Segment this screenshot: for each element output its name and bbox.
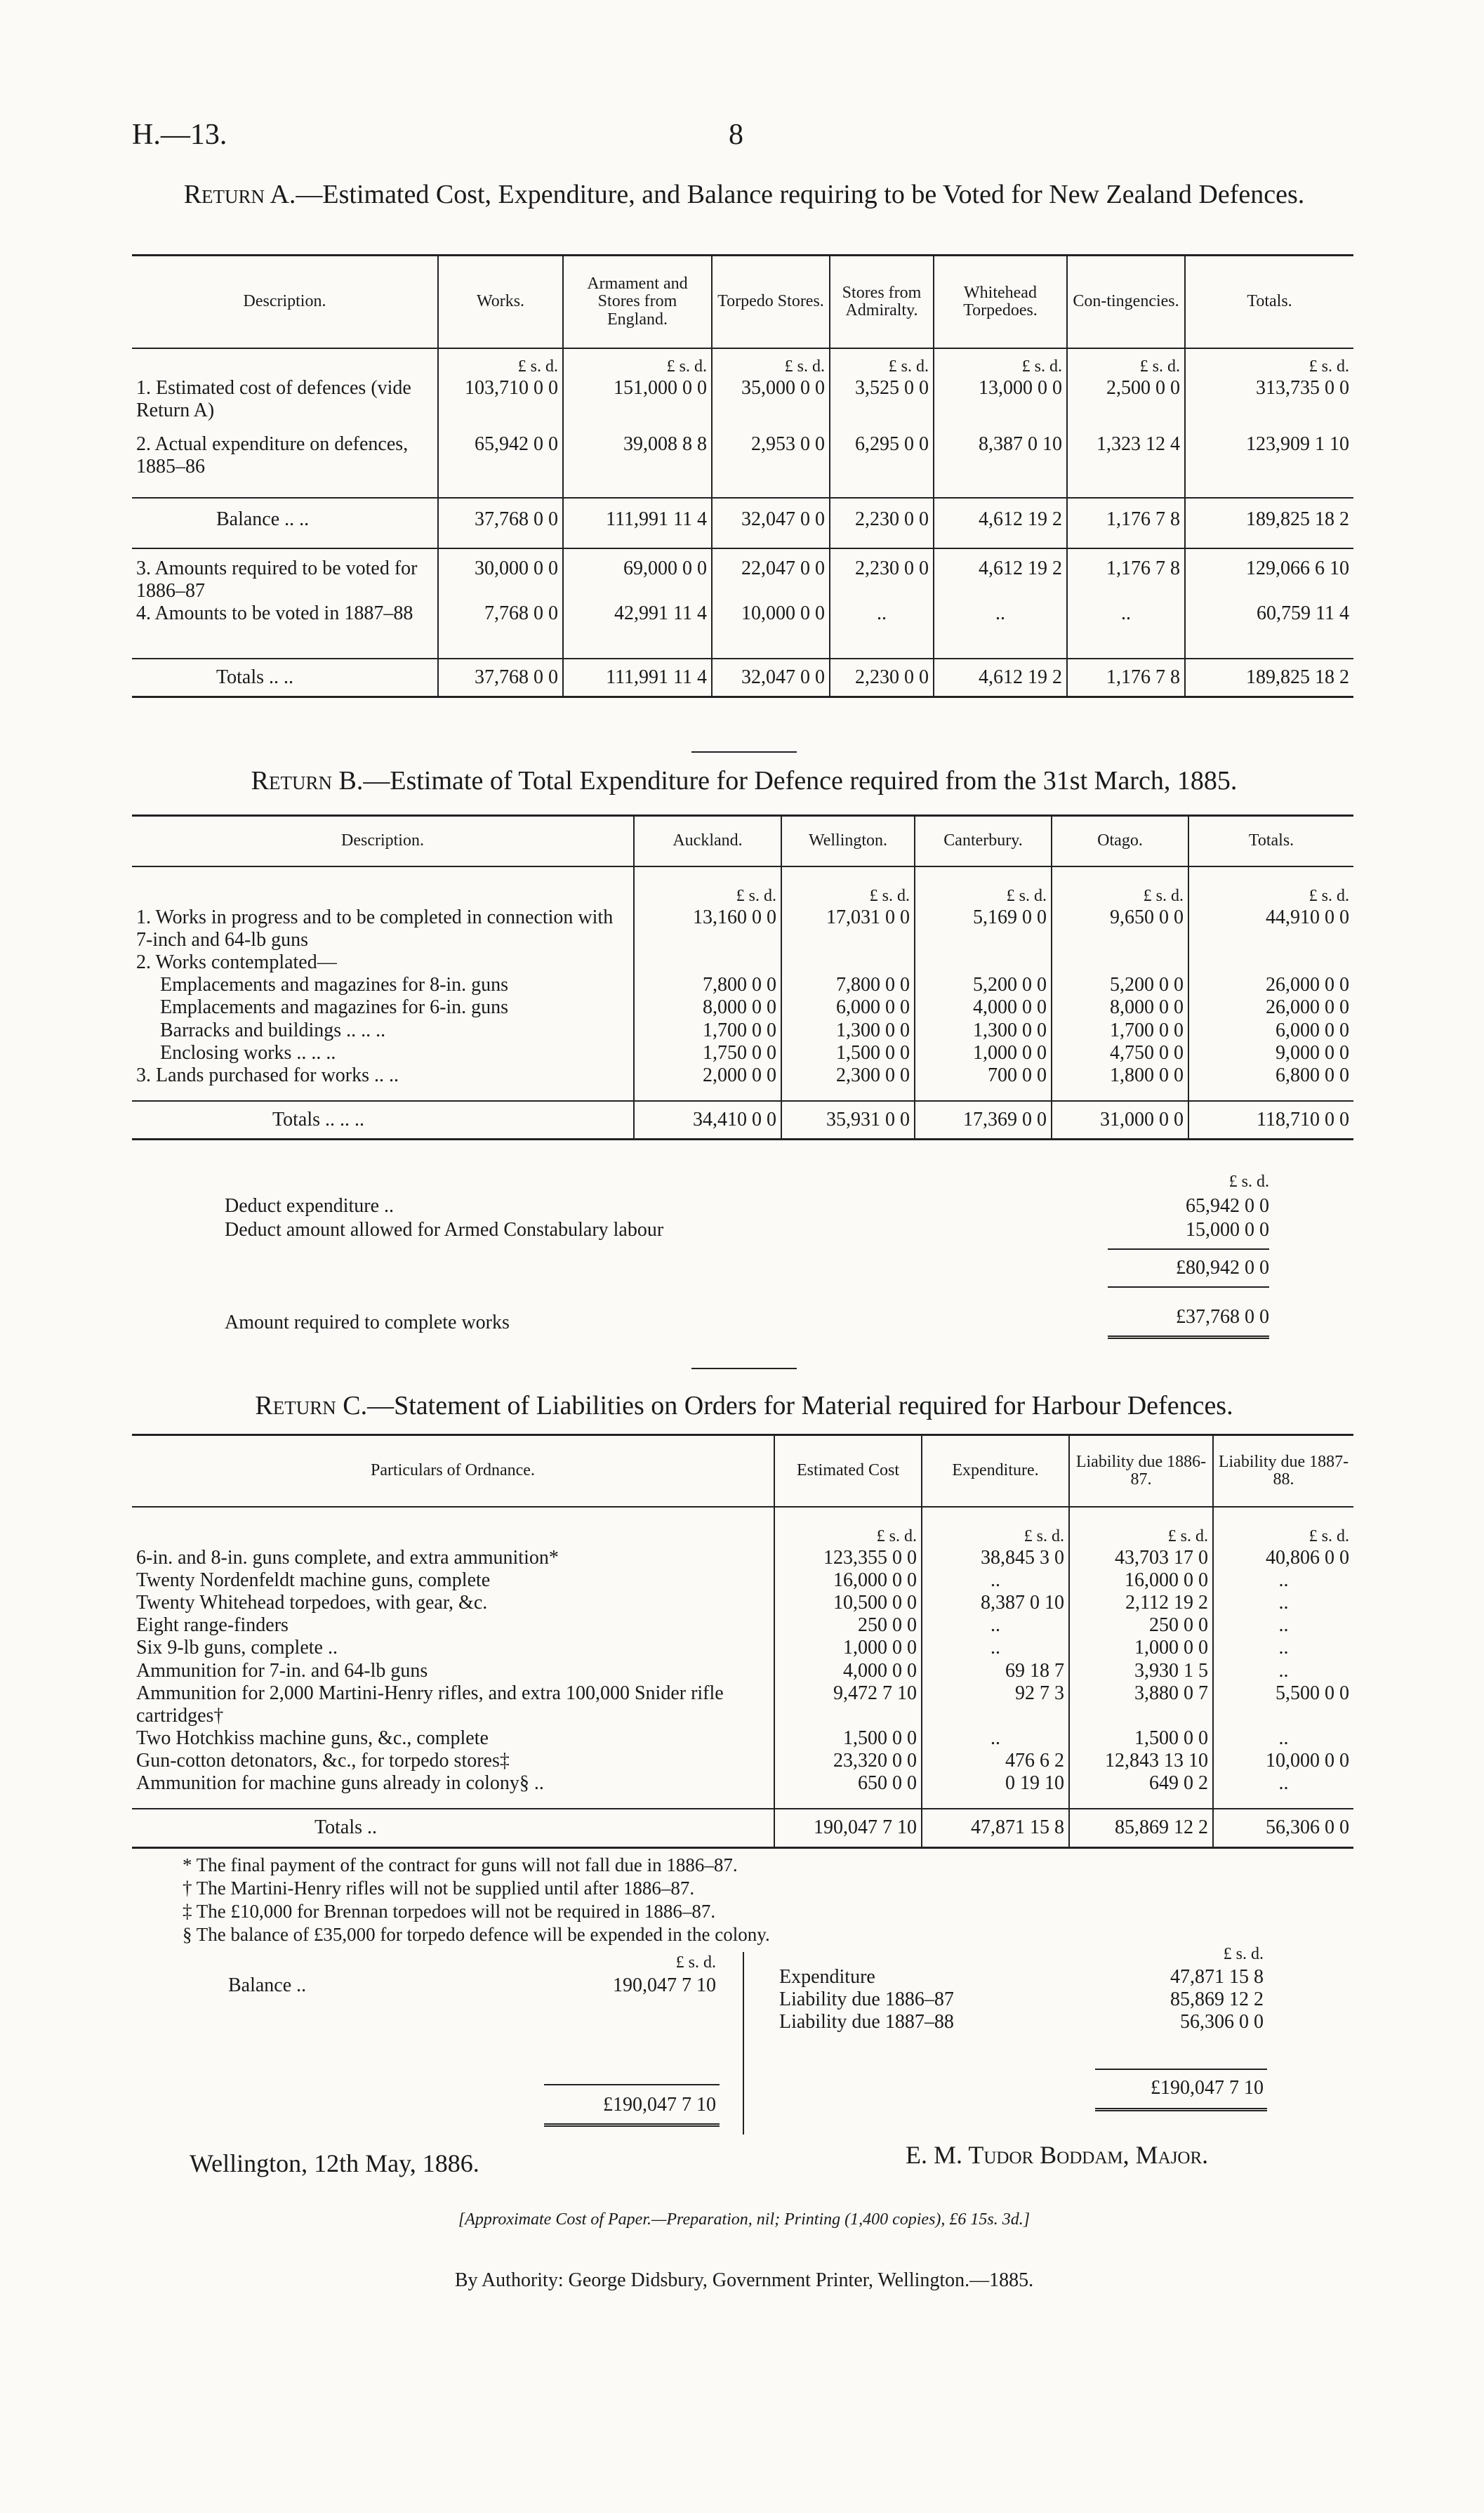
units: £ s. d. [1188, 866, 1353, 906]
cell: .. [922, 1637, 1069, 1659]
units-row [132, 348, 1353, 377]
cell: 56,306 0 0 [1213, 1809, 1353, 1847]
cell: 1,500 0 0 [781, 1042, 915, 1064]
cell: 111,991 11 4 [563, 659, 712, 697]
cell: 103,710 0 0 [438, 377, 563, 433]
balance-total-left: £190,047 7 10 [603, 2094, 716, 2116]
cell: 129,066 6 10 [1185, 548, 1353, 602]
return-b-header-row [132, 816, 1353, 867]
cell: 85,869 12 2 [1069, 1809, 1213, 1847]
cell: 189,825 18 2 [1185, 498, 1353, 548]
deduct-expenditure-value: 65,942 0 0 [1186, 1195, 1269, 1217]
units: £ s. d. [830, 348, 934, 377]
cell: 1,300 0 0 [781, 1020, 915, 1042]
return-a-label: Return [183, 180, 265, 209]
units: £ s. d. [934, 348, 1067, 377]
table-row [132, 1042, 1353, 1064]
cell: 9,472 7 10 [774, 1682, 922, 1727]
place-date: Wellington, 12th May, 1886. [190, 2149, 479, 2177]
cell: 12,843 13 10 [1069, 1750, 1213, 1772]
balance-units-left: £ s. d. [675, 1953, 716, 1972]
cell: 22,047 0 0 [712, 548, 830, 602]
cell: 1,500 0 0 [774, 1727, 922, 1750]
cell: 5,500 0 0 [1213, 1682, 1353, 1727]
cell: 250 0 0 [774, 1614, 922, 1637]
cell: .. [1213, 1569, 1353, 1592]
divider [1108, 1335, 1269, 1339]
cell: 39,008 8 8 [563, 433, 712, 498]
table-row [132, 951, 1353, 974]
cell: 476 6 2 [922, 1750, 1069, 1772]
cell: 700 0 0 [915, 1064, 1052, 1101]
deduct-constabulary-label: Deduct amount allowed for Armed Constabulary labour [225, 1219, 664, 1241]
cell: 3,880 0 7 [1069, 1682, 1213, 1727]
cell: 8,387 0 10 [934, 433, 1067, 498]
col-works: Works. [438, 256, 563, 349]
cell: 7,800 0 0 [634, 974, 781, 996]
row-label: 2. Works contemplated— [136, 951, 337, 973]
col-estimated-cost: Estimated Cost [774, 1435, 922, 1508]
cell: 7,768 0 0 [438, 602, 563, 659]
divider [1095, 2069, 1267, 2070]
col-armament: Armament and Stores from England. [563, 256, 712, 349]
table-row [132, 602, 1353, 659]
col-stores-admiralty: Stores from Admiralty. [830, 256, 934, 349]
balance-value: 190,047 7 10 [613, 1974, 716, 1996]
cell: 42,991 11 4 [563, 602, 712, 659]
printer-line: By Authority: George Didsbury, Government Printer, Wellington.—1885. [454, 2269, 1034, 2291]
units: £ s. d. [1052, 866, 1188, 906]
table-row [132, 906, 1353, 951]
units: £ s. d. [634, 866, 781, 906]
item-value: 47,871 15 8 [1170, 1966, 1264, 1988]
row-label: Totals .. .. .. [132, 1101, 634, 1140]
table-row [132, 548, 1353, 602]
cell: .. [922, 1614, 1069, 1637]
cell: 2,230 0 0 [830, 659, 934, 697]
item-value: 56,306 0 0 [1180, 2011, 1264, 2033]
cell: 1,176 7 8 [1067, 659, 1185, 697]
row-label: Balance .. .. [132, 498, 438, 548]
cell: 69,000 0 0 [563, 548, 712, 602]
col-wellington: Wellington. [781, 816, 915, 867]
row-label: 3. Lands purchased for works .. .. [136, 1064, 399, 1086]
divider [1108, 1286, 1269, 1288]
cell: 0 19 10 [922, 1772, 1069, 1809]
table-row [132, 1547, 1353, 1569]
cell: 69 18 7 [922, 1660, 1069, 1682]
units-row [132, 1507, 1353, 1547]
cell: 6,295 0 0 [830, 433, 934, 498]
cell: 5,200 0 0 [1052, 974, 1188, 996]
cell: 1,000 0 0 [915, 1042, 1052, 1064]
cell: 92 7 3 [922, 1682, 1069, 1727]
item-label: Liability due 1887–88 [779, 2011, 954, 2033]
cell: 47,871 15 8 [922, 1809, 1069, 1847]
cell: 34,410 0 0 [634, 1101, 781, 1140]
units: £ s. d. [915, 866, 1052, 906]
cell: 650 0 0 [774, 1772, 922, 1809]
deduct-subtotal: £80,942 0 0 [1176, 1257, 1269, 1279]
cell: 1,500 0 0 [1069, 1727, 1213, 1750]
units: £ s. d. [922, 1507, 1069, 1547]
cell: 8,000 0 0 [1052, 996, 1188, 1019]
amount-required-label: Amount required to complete works [225, 1312, 510, 1333]
divider [544, 2084, 720, 2085]
units: £ s. d. [781, 866, 915, 906]
cell: 118,710 0 0 [1188, 1101, 1353, 1140]
totals-row [132, 1809, 1353, 1847]
row-label: 1. Works in progress and to be completed in connection with 7-inch and 64-lb guns [136, 906, 614, 951]
table-row [132, 377, 1353, 433]
cell: 4,612 19 2 [934, 659, 1067, 697]
table-row [132, 1750, 1353, 1772]
cell: 10,500 0 0 [774, 1592, 922, 1614]
balance-label: Balance .. [228, 1974, 307, 1996]
row-label: Totals .. .. [132, 659, 438, 697]
table-row [132, 1682, 1353, 1727]
cell: .. [922, 1569, 1069, 1592]
cell: 16,000 0 0 [1069, 1569, 1213, 1592]
cell: 65,942 0 0 [438, 433, 563, 498]
units: £ s. d. [438, 348, 563, 377]
cell: 2,230 0 0 [830, 498, 934, 548]
row-label: Enclosing works .. .. .. [160, 1041, 336, 1064]
cell: 190,047 7 10 [774, 1809, 922, 1847]
cell: 37,768 0 0 [438, 498, 563, 548]
cell: 35,000 0 0 [712, 377, 830, 433]
cell: 5,200 0 0 [915, 974, 1052, 996]
balance-total-right: £190,047 7 10 [1151, 2077, 1264, 2099]
row-label: 1. Estimated cost of defences (vide Return A) [136, 376, 411, 421]
cell: 1,176 7 8 [1067, 548, 1185, 602]
cell: 1,700 0 0 [634, 1020, 781, 1042]
divider [691, 751, 797, 753]
cell: 1,323 12 4 [1067, 433, 1185, 498]
cell: 2,000 0 0 [634, 1064, 781, 1101]
cell: 10,000 0 0 [1213, 1750, 1353, 1772]
col-particulars: Particulars of Ordnance. [132, 1435, 774, 1508]
units: £ s. d. [563, 348, 712, 377]
cell: 2,230 0 0 [830, 548, 934, 602]
row-label: 3. Amounts required to be voted for 1886–87 [132, 548, 438, 602]
cell: 23,320 0 0 [774, 1750, 922, 1772]
table-row [132, 1592, 1353, 1614]
units: £ s. d. [774, 1507, 922, 1547]
cell: 6,000 0 0 [1188, 1020, 1353, 1042]
deduct-constabulary-value: 15,000 0 0 [1186, 1219, 1269, 1241]
cell: 13,160 0 0 [634, 906, 781, 951]
row-label: Twenty Nordenfeldt machine guns, complete [136, 1569, 491, 1591]
cell: .. [922, 1727, 1069, 1750]
cell: 3,525 0 0 [830, 377, 934, 433]
deduct-expenditure-label: Deduct expenditure .. [225, 1195, 395, 1217]
cell: 1,700 0 0 [1052, 1020, 1188, 1042]
row-label: 2. Actual expenditure on defences, 1885–86 [136, 433, 409, 477]
cell: 123,355 0 0 [774, 1547, 922, 1569]
cell: .. [1213, 1772, 1353, 1809]
cell: 26,000 0 0 [1188, 996, 1353, 1019]
row-label: Gun-cotton detonators, &c., for torpedo stores‡ [136, 1750, 510, 1772]
return-b-table [132, 814, 1353, 1140]
row-label: 4. Amounts to be voted in 1887–88 [136, 602, 413, 624]
cell: 13,000 0 0 [934, 377, 1067, 433]
table-row [132, 1569, 1353, 1592]
col-otago: Otago. [1052, 816, 1188, 867]
col-totals: Totals. [1185, 256, 1353, 349]
col-canterbury: Canterbury. [915, 816, 1052, 867]
cell: 26,000 0 0 [1188, 974, 1353, 996]
cell: 37,768 0 0 [438, 659, 563, 697]
row-label: Ammunition for machine guns already in colony§ .. [136, 1772, 544, 1795]
table-row [132, 1727, 1353, 1750]
cell: .. [1213, 1660, 1353, 1682]
cell: 4,000 0 0 [915, 996, 1052, 1019]
table-row [132, 1637, 1353, 1659]
cell: 151,000 0 0 [563, 377, 712, 433]
units: £ s. d. [1069, 1507, 1213, 1547]
cell: 1,800 0 0 [1052, 1064, 1188, 1101]
totals-row [132, 659, 1353, 697]
row-label: Ammunition for 7-in. and 64-lb guns [136, 1659, 428, 1682]
col-description: Description. [132, 256, 438, 349]
table-row [132, 1064, 1353, 1101]
divider [1095, 2108, 1267, 2111]
cell: 43,703 17 0 [1069, 1547, 1213, 1569]
return-b-title [133, 765, 1355, 798]
divider [691, 1368, 797, 1369]
document-reference: H.—13. [132, 119, 227, 151]
units: £ s. d. [1213, 1507, 1353, 1547]
return-a-table [132, 254, 1353, 698]
cell: .. [1213, 1592, 1353, 1614]
cost-note: [Approximate Cost of Paper.—Preparation, nil; Printing (1,400 copies), £6 15s. 3d.] [458, 2210, 1031, 2229]
footnote: † The Martini-Henry rifles will not be supplied until after 1886–87. [183, 1877, 695, 1899]
cell: 10,000 0 0 [712, 602, 830, 659]
col-expenditure: Expenditure. [922, 1435, 1069, 1508]
cell: 38,845 3 0 [922, 1547, 1069, 1569]
totals-row [132, 1101, 1353, 1140]
table-row [132, 433, 1353, 498]
return-c-title-text: C.—Statement of Liabilities on Orders for Material required for Harbour Defences. [343, 1391, 1233, 1420]
cell: 189,825 18 2 [1185, 659, 1353, 697]
cell: 2,953 0 0 [712, 433, 830, 498]
balance-units-right: £ s. d. [1223, 1945, 1264, 1963]
cell: .. [830, 602, 934, 659]
cell: .. [1213, 1637, 1353, 1659]
col-totals: Totals. [1188, 816, 1353, 867]
row-label: Two Hotchkiss machine guns, &c., complete [136, 1727, 489, 1750]
cell: 31,000 0 0 [1052, 1101, 1188, 1140]
col-description: Description. [132, 816, 634, 867]
cell: 9,650 0 0 [1052, 906, 1188, 951]
page-number: 8 [729, 119, 743, 151]
cell: 3,930 1 5 [1069, 1660, 1213, 1682]
cell: 2,500 0 0 [1067, 377, 1185, 433]
table-row [132, 1020, 1353, 1042]
cell: 4,612 19 2 [934, 548, 1067, 602]
col-liability-1887: Liability due 1887-88. [1213, 1435, 1353, 1508]
row-label: Emplacements and magazines for 8-in. guns [160, 974, 509, 996]
cell: 123,909 1 10 [1185, 433, 1353, 498]
cell: 35,931 0 0 [781, 1101, 915, 1140]
cell: 32,047 0 0 [712, 659, 830, 697]
table-row [132, 974, 1353, 996]
row-label: Totals .. [132, 1809, 774, 1847]
cell: .. [1067, 602, 1185, 659]
divider [743, 1952, 744, 2135]
row-label: Six 9-lb guns, complete .. [136, 1637, 338, 1659]
return-a-header-row [132, 256, 1353, 349]
return-c-title [133, 1390, 1355, 1423]
cell: 111,991 11 4 [563, 498, 712, 548]
cell: 1,750 0 0 [634, 1042, 781, 1064]
cell: 8,387 0 10 [922, 1592, 1069, 1614]
units: £ s. d. [1185, 348, 1353, 377]
footnote: § The balance of £35,000 for torpedo defence will be expended in the colony. [183, 1923, 770, 1945]
cell: 2,300 0 0 [781, 1064, 915, 1101]
units: £ s. d. [1067, 348, 1185, 377]
cell: 60,759 11 4 [1185, 602, 1353, 659]
divider [544, 2123, 720, 2127]
table-row [132, 1614, 1353, 1637]
item-label: Expenditure [779, 1966, 875, 1988]
cell: 30,000 0 0 [438, 548, 563, 602]
col-torpedo-stores: Torpedo Stores. [712, 256, 830, 349]
col-auckland: Auckland. [634, 816, 781, 867]
cell: 4,612 19 2 [934, 498, 1067, 548]
row-label: 6-in. and 8-in. guns complete, and extra ammunition* [136, 1546, 559, 1569]
col-contingencies: Con-tingencies. [1067, 256, 1185, 349]
cell: 44,910 0 0 [1188, 906, 1353, 951]
divider [1108, 1248, 1269, 1250]
cell: 2,112 19 2 [1069, 1592, 1213, 1614]
return-c-header-row [132, 1435, 1353, 1508]
units-row [132, 866, 1353, 906]
col-whitehead: Whitehead Torpedoes. [934, 256, 1067, 349]
return-c-label: Return [255, 1391, 336, 1420]
col-liability-1886: Liability due 1886-87. [1069, 1435, 1213, 1508]
return-b-title-text: B.—Estimate of Total Expenditure for Defence required from the 31st March, 1885. [338, 766, 1238, 796]
cell: 649 0 2 [1069, 1772, 1213, 1809]
footnote: ‡ The £10,000 for Brennan torpedoes will not be required in 1886–87. [183, 1900, 716, 1922]
item-label: Liability due 1886–87 [779, 1988, 954, 2010]
cell: 4,750 0 0 [1052, 1042, 1188, 1064]
cell: 17,369 0 0 [915, 1101, 1052, 1140]
cell: 6,800 0 0 [1188, 1064, 1353, 1101]
row-label: Twenty Whitehead torpedoes, with gear, &c. [136, 1591, 488, 1614]
cell: 9,000 0 0 [1188, 1042, 1353, 1064]
cell: 7,800 0 0 [781, 974, 915, 996]
table-row [132, 498, 1353, 548]
cell: 1,000 0 0 [1069, 1637, 1213, 1659]
table-row [132, 1772, 1353, 1809]
deduct-units: £ s. d. [1228, 1173, 1269, 1191]
signature: E. M. Tudor Boddam, Major. [906, 2141, 1209, 2169]
units: £ s. d. [712, 348, 830, 377]
cell: .. [1213, 1614, 1353, 1637]
table-row [132, 996, 1353, 1019]
footnote: * The final payment of the contract for guns will not fall due in 1886–87. [183, 1854, 738, 1875]
cell: 16,000 0 0 [774, 1569, 922, 1592]
cell: 5,169 0 0 [915, 906, 1052, 951]
item-value: 85,869 12 2 [1170, 1988, 1264, 2010]
row-label: Eight range-finders [136, 1614, 289, 1637]
cell: 32,047 0 0 [712, 498, 830, 548]
footnotes [183, 1854, 1306, 1946]
amount-required-value: £37,768 0 0 [1176, 1306, 1269, 1328]
cell: 1,176 7 8 [1067, 498, 1185, 548]
cell: 250 0 0 [1069, 1614, 1213, 1637]
return-a-title-text: A.—Estimated Cost, Expenditure, and Balance requiring to be Voted for New Zealand Defences. [270, 180, 1305, 209]
cell: .. [934, 602, 1067, 659]
return-a-title [133, 179, 1355, 211]
cell: 1,000 0 0 [774, 1637, 922, 1659]
row-label: Barracks and buildings .. .. .. [160, 1019, 386, 1041]
return-c-table [132, 1434, 1353, 1849]
cell: 6,000 0 0 [781, 996, 915, 1019]
cell: .. [1213, 1727, 1353, 1750]
cell: 8,000 0 0 [634, 996, 781, 1019]
row-label: Emplacements and magazines for 6-in. guns [160, 996, 509, 1019]
return-b-label: Return [251, 766, 333, 796]
cell: 313,735 0 0 [1185, 377, 1353, 433]
table-row [132, 1660, 1353, 1682]
row-label: Ammunition for 2,000 Martini-Henry rifles, and extra 100,000 Snider rifle cartridges† [136, 1682, 724, 1727]
cell: 1,300 0 0 [915, 1020, 1052, 1042]
cell: 17,031 0 0 [781, 906, 915, 951]
cell: 4,000 0 0 [774, 1660, 922, 1682]
cell: 40,806 0 0 [1213, 1547, 1353, 1569]
